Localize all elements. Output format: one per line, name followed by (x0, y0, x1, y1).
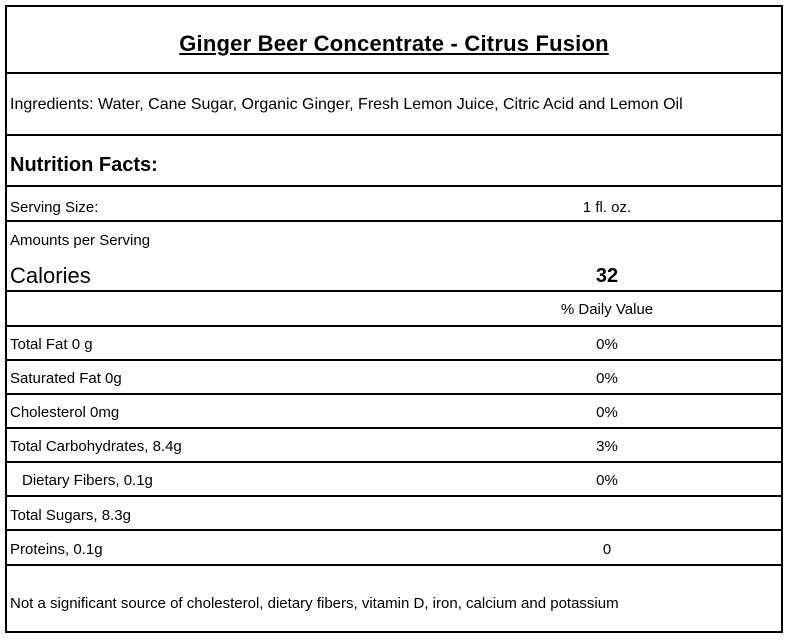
nutrition-facts-heading: Nutrition Facts: (10, 154, 158, 176)
serving-size-label: Serving Size: (10, 199, 99, 216)
nutrient-daily-value: 0% (596, 404, 618, 421)
serving-size-value: 1 fl. oz. (582, 199, 632, 216)
nutrient-daily-value: 0% (596, 472, 618, 489)
product-title: Ginger Beer Concentrate - Citrus Fusion (179, 31, 609, 56)
nutrient-daily-value: 0 (602, 541, 612, 558)
nutrient-label: Proteins, 0.1g (10, 541, 103, 558)
nutrient-label: Total Fat 0 g (10, 336, 93, 353)
ingredients-text: Ingredients: Water, Cane Sugar, Organic Ginger, Fresh Lemon Juice, Citric Acid and Lemon Oil (10, 96, 683, 113)
nutrient-label: Cholesterol 0mg (10, 404, 120, 421)
nutrient-label: Total Carbohydrates, 8.4g (10, 438, 182, 455)
calories-label: Calories (10, 263, 91, 288)
nutrition-label (5, 5, 783, 633)
amounts-per-serving: Amounts per Serving (10, 232, 151, 249)
nutrient-label: Saturated Fat 0g (10, 370, 122, 387)
nutrient-label: Dietary Fibers, 0.1g (22, 472, 153, 489)
nutrient-label: Total Sugars, 8.3g (10, 507, 131, 524)
nutrient-daily-value: 0% (596, 336, 618, 353)
nutrient-daily-value: 0% (596, 370, 618, 387)
daily-value-header: % Daily Value (560, 301, 654, 318)
calories-value: 32 (595, 265, 619, 287)
footnote: Not a significant source of cholesterol, dietary fibers, vitamin D, iron, calcium and potassium (10, 595, 619, 612)
title-row (7, 7, 781, 74)
nutrient-daily-value: 3% (596, 438, 618, 455)
